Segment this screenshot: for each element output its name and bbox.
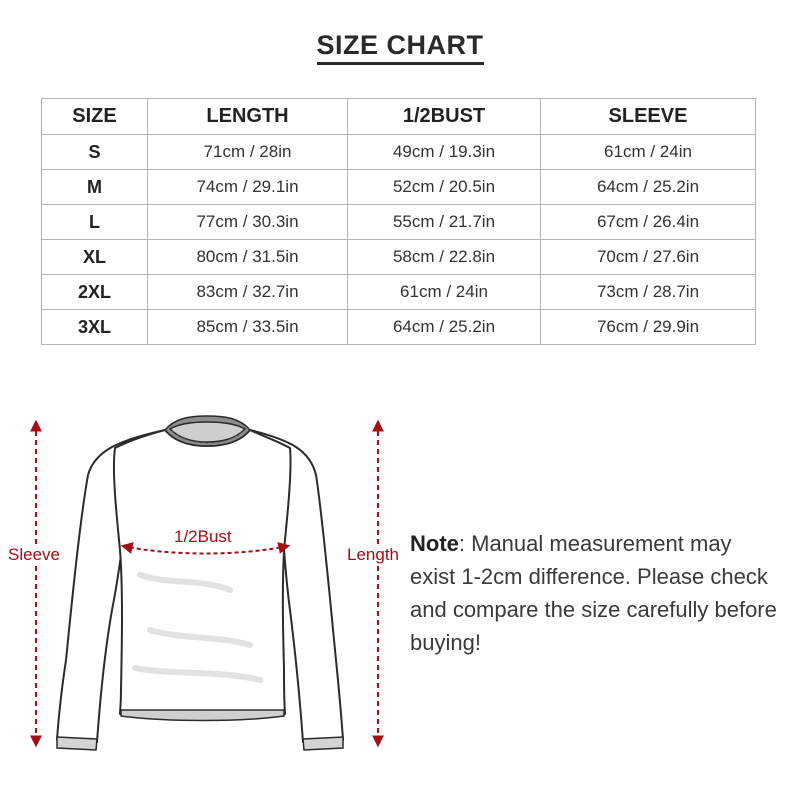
header-half-bust: 1/2BUST	[348, 99, 541, 135]
length-cell: 74cm / 29.1in	[148, 170, 348, 205]
size-cell: 2XL	[42, 275, 148, 310]
table-header-row	[42, 99, 756, 135]
bust-cell: 58cm / 22.8in	[348, 240, 541, 275]
length-cell: 71cm / 28in	[148, 135, 348, 170]
size-cell: XL	[42, 240, 148, 275]
measurement-note	[410, 527, 780, 659]
sleeve-cell: 76cm / 29.9in	[541, 310, 756, 345]
sleeve-cell: 70cm / 27.6in	[541, 240, 756, 275]
table-row	[42, 205, 756, 240]
size-cell: S	[42, 135, 148, 170]
length-cell: 85cm / 33.5in	[148, 310, 348, 345]
note-label: Note	[410, 531, 459, 556]
table-row	[42, 310, 756, 345]
table-row	[42, 170, 756, 205]
sleeve-cell: 67cm / 26.4in	[541, 205, 756, 240]
sleeve-label: Sleeve	[8, 545, 60, 564]
bust-cell: 55cm / 21.7in	[348, 205, 541, 240]
measurement-diagram	[0, 400, 410, 800]
length-label: Length	[347, 545, 399, 564]
bust-cell: 61cm / 24in	[348, 275, 541, 310]
sleeve-cuffs	[57, 737, 343, 750]
table-row	[42, 240, 756, 275]
size-cell: 3XL	[42, 310, 148, 345]
hem-band	[121, 710, 284, 721]
length-cell: 77cm / 30.3in	[148, 205, 348, 240]
size-chart-title	[0, 30, 800, 61]
table-row	[42, 275, 756, 310]
length-cell: 83cm / 32.7in	[148, 275, 348, 310]
size-chart-title-text: SIZE CHART	[317, 30, 484, 65]
sleeve-cell: 61cm / 24in	[541, 135, 756, 170]
bust-label: 1/2Bust	[174, 527, 232, 546]
long-sleeve-shirt-illustration	[0, 400, 410, 800]
bust-cell: 52cm / 20.5in	[348, 170, 541, 205]
table-row	[42, 135, 756, 170]
header-sleeve: SLEEVE	[541, 99, 756, 135]
sleeve-cell: 73cm / 28.7in	[541, 275, 756, 310]
header-length: LENGTH	[148, 99, 348, 135]
size-cell: L	[42, 205, 148, 240]
note-text: : Manual measurement may exist 1-2cm difference. Please check and compare the size carefully before buying!	[410, 531, 777, 655]
header-size: SIZE	[42, 99, 148, 135]
sleeve-cell: 64cm / 25.2in	[541, 170, 756, 205]
bust-cell: 64cm / 25.2in	[348, 310, 541, 345]
bust-cell: 49cm / 19.3in	[348, 135, 541, 170]
size-table	[41, 98, 756, 345]
size-cell: M	[42, 170, 148, 205]
length-cell: 80cm / 31.5in	[148, 240, 348, 275]
